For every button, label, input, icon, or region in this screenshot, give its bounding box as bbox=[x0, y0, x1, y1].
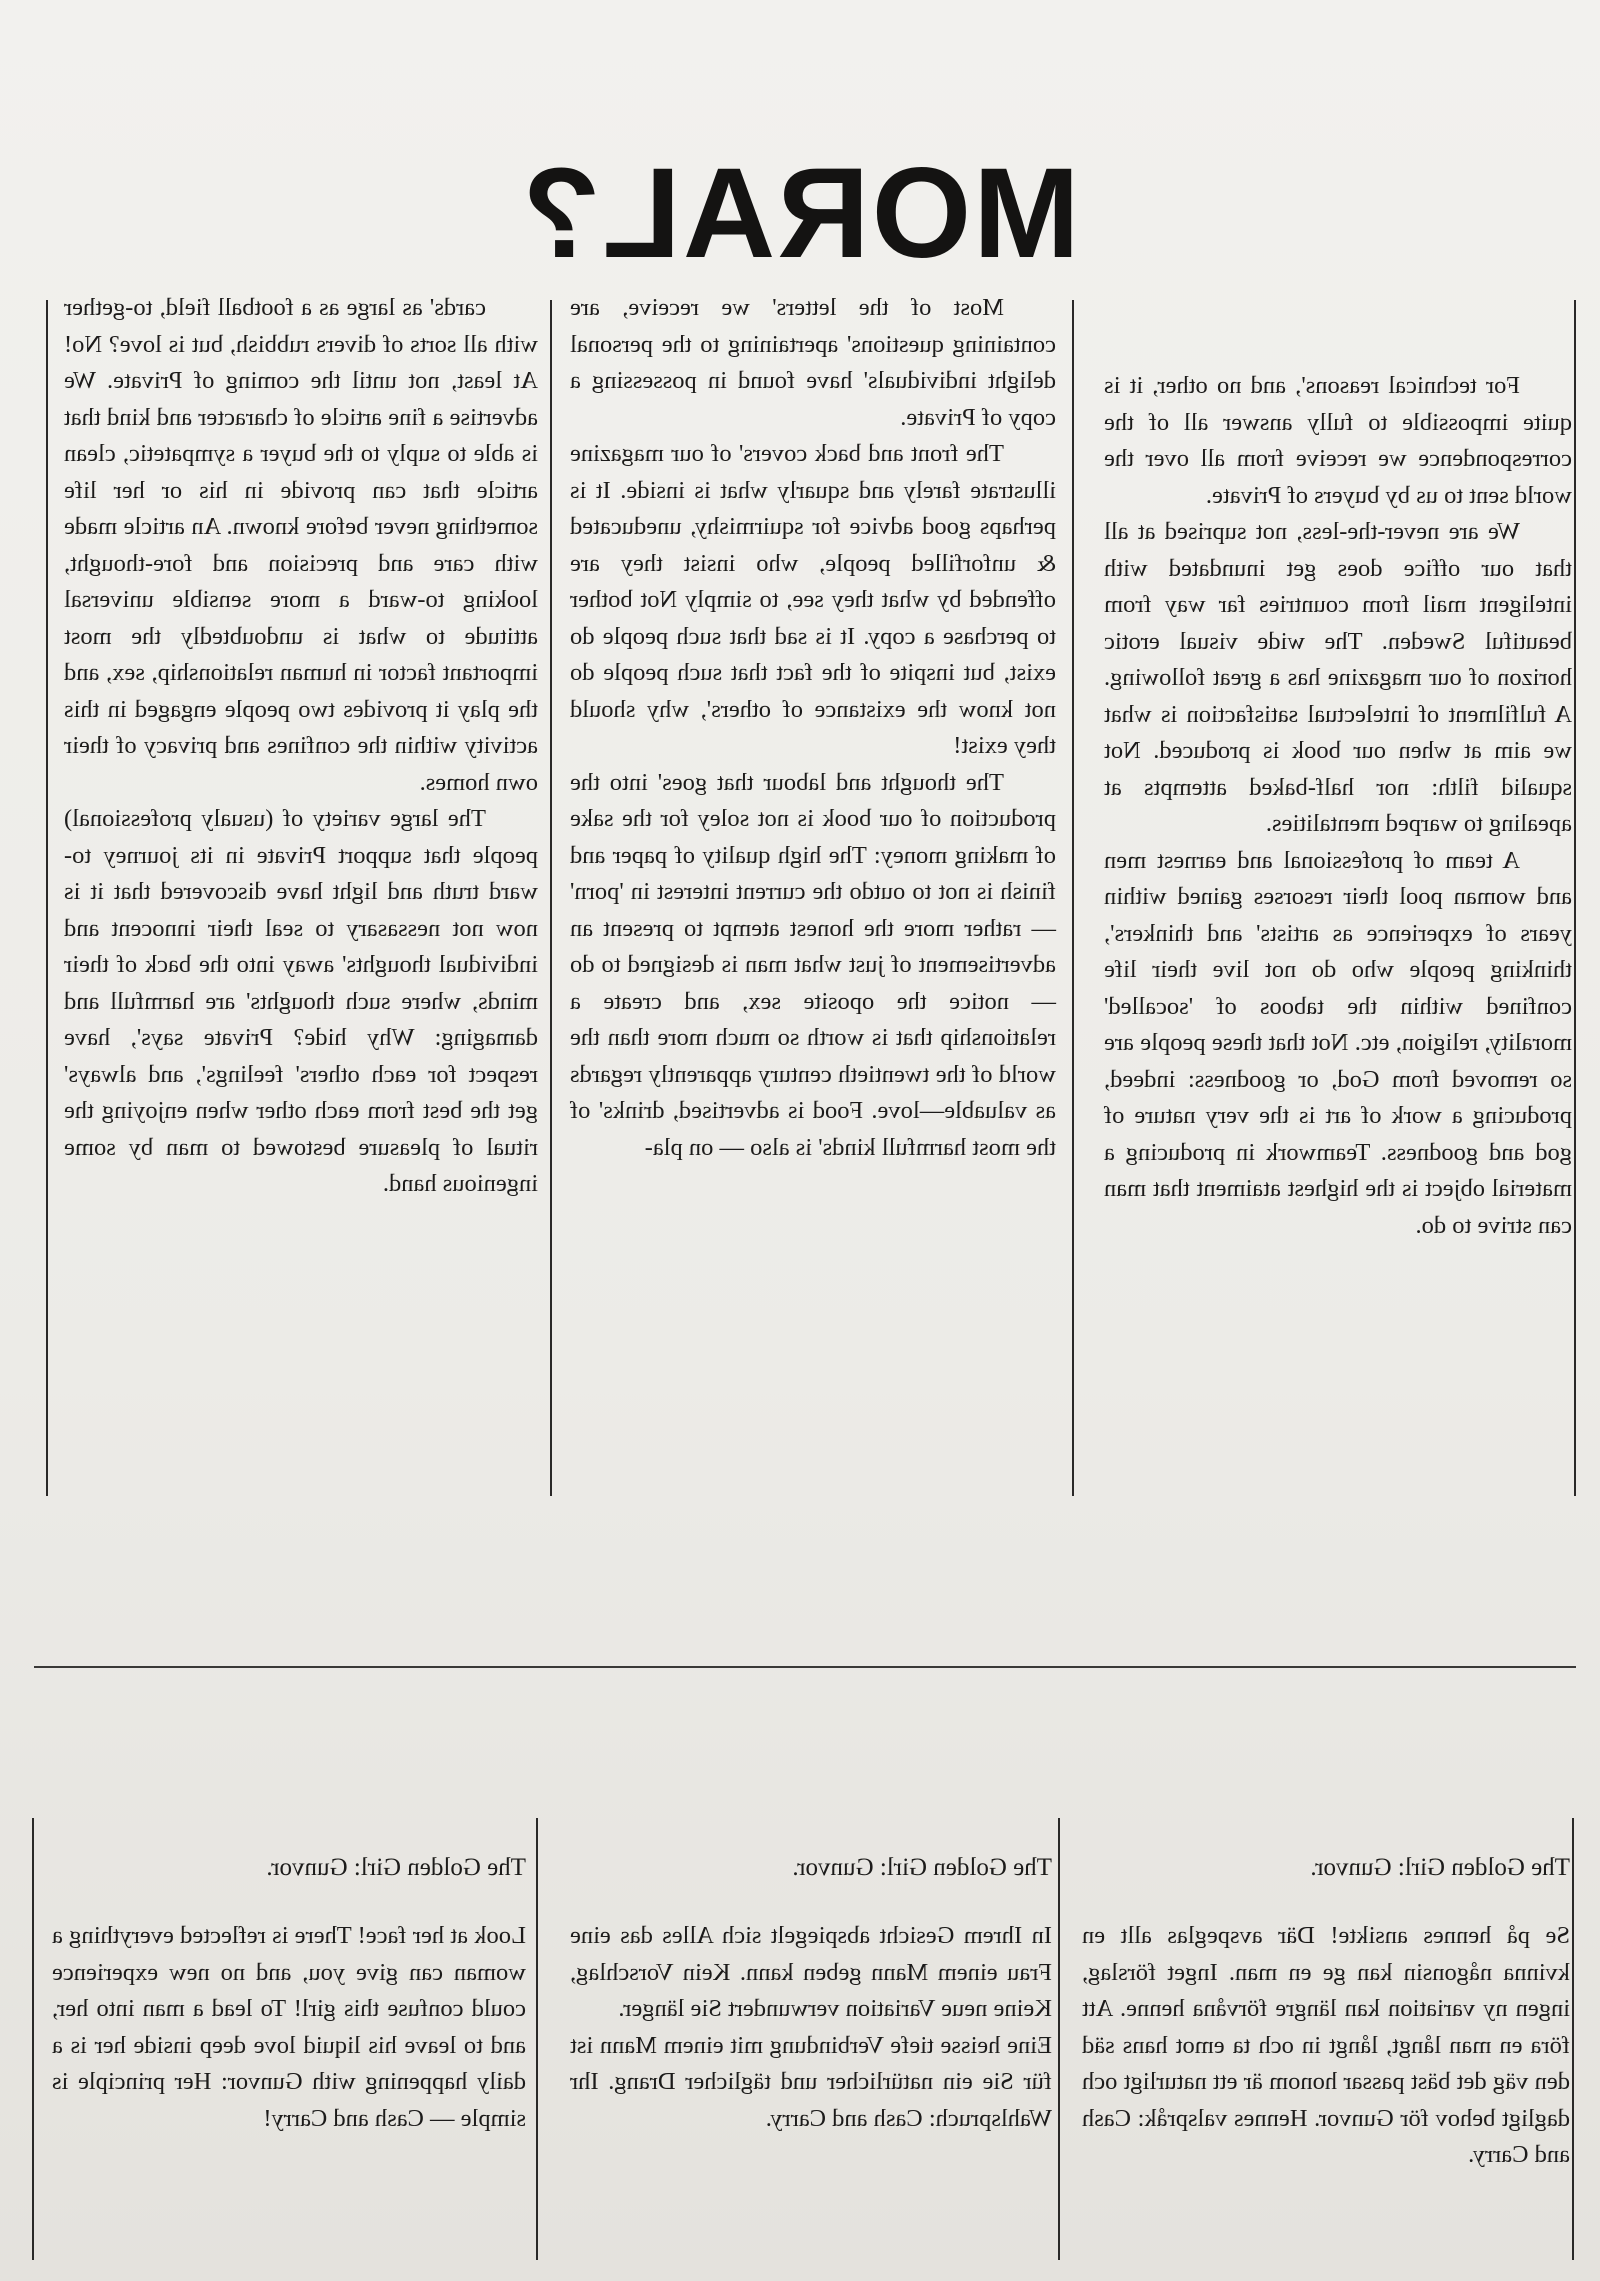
article-paragraph: The front and back covers' of our magazine illustrate farely and squarly what is inside. It is perhaps good advice for squirmishy, uneducated & unforfilled people, who insist they are offended by what they see, to simply Not bother to perchase a copy. It is sad that such people do exist, but inspite of the fact that such people do not know the existance of others', why should they exist! bbox=[570, 440, 1056, 759]
article-column-3 bbox=[64, 290, 538, 1203]
column-rule bbox=[46, 300, 48, 1496]
caption-text: Eine heisse tiefe Verbindung mit einem Mann ist für Sie ein natürlicher und täglicher Drang. Ihr Wahlspruch: Cash and Carry. bbox=[570, 2031, 1052, 2132]
column-rule bbox=[1058, 1818, 1060, 2260]
article-paragraph: cards' as large as a football field, to-gether with all sorts of divers rubbish, but is love? No! At least, not until the coming of Private. We advertise a fine article of character and kind that is able to suply to the buyer a sympatetic, clean article that can provide in his or her life something never before known. An article made with care and precision and fore-thought, looking to-ward a more sensible universal attitude to what is undoubtedly the most important factor in human relationship, sex, and the play it provides two people engaged in this activity within the confines and privacy of their own homes. bbox=[64, 294, 538, 796]
caption-english bbox=[52, 1850, 526, 2137]
caption-text: Se på hennes ansikte! Där avspeglas allt en kvinna någonsin kan ge en man. Inget förslag, ingen ny variation kan längre förvåna henne. Att föra en man långt, långt in och ta emot hans säd den väg det bäst passar honom är ett naturligt och dagligt behov för Gunvor. Hennes valspråk: Cash and Carry. bbox=[1082, 1922, 1570, 2168]
article-paragraph: We are never-the-less, not suprised at all that our office does get inundated with inteligent mail from countries far way from beautiful Sweden. The wide visual erotic horizon of our magazine has a great following. A fulfilment of intelectual satisfaction is what we aim at when our book is produced. Not squalid filth: nor half-baked attempts at apealing to warped mentalities. bbox=[1104, 518, 1572, 837]
column-rule bbox=[32, 1818, 34, 2260]
caption-heading: The Golden Girl: Gunvor. bbox=[792, 1854, 1052, 1881]
article-paragraph: The large variety of (usualy professional) people that support Private in its journey to-ward truth and light have discovered that it is now not nessasary to seal their innocent and individual thoughts' away into the back of their minds, where such thoughts' are harmfull and damaging: Why hide? Private says', have respect for each others' feelings', and always' get the best from each other when enjoying the ritual of pleasure bestowed to man by some ingenious hand. bbox=[64, 805, 538, 1197]
column-rule bbox=[550, 300, 552, 1496]
caption-heading: The Golden Girl: Gunvor. bbox=[266, 1854, 526, 1881]
section-divider bbox=[34, 1666, 1576, 1668]
article-paragraph: The thought and labour that goes' into the production of our book is not soley for the sake of making money: The high quality of paper and finish is not to outdo the current interest in 'porn' — rather more the honest atempt to present an advertisement of just what man is designed to do — notice the oposite sex, and create a relationship that is worth so much more than the world of the twentieth century apparently regards as valuable—love. Food is advertised, drinks' of the most harmfull kinds' is also — on pla- bbox=[570, 768, 1056, 1161]
caption-text: In Ihrem Gesicht abspiegelt sich Alles das eine Frau einem Mann geben kann. Kein Vorschlag, Keine neue Variation verwundert Sie länger. bbox=[570, 1922, 1052, 2022]
article-paragraph: A team of professional and earnest men and woman pool their resorses gained within years of experience as artists' and thinkers', thinking people who do not live their life confined within the taboos of 'socalled' morality, religion, etc. Not that these people are so removed from God, or goodness: indeed, producing a work of art is the very nature of god and goodness. Teamwork in producing a material object is the highest ataiment that man can strive to do. bbox=[1104, 846, 1572, 1239]
caption-heading: The Golden Girl: Gunvor. bbox=[1310, 1854, 1570, 1881]
article-paragraph: Most of the letters' we receive, are containing questions' apertaining to the personal delight individuals' have found in possessing a copy of Private. bbox=[570, 294, 1056, 431]
caption-swedish bbox=[1082, 1850, 1570, 2174]
caption-text: Look at her face! There is reflected everything a woman can give you, and no new experience could confuse this girl! To lead a man into her, and to leave his liquid love deep inside her is a daily happening with Gunvor: Her principle is simple — Cash and Carry! bbox=[52, 1922, 526, 2132]
caption-german bbox=[570, 1850, 1052, 2137]
page-title: MORAL? bbox=[520, 142, 1080, 285]
column-rule bbox=[536, 1818, 538, 2260]
article-paragraph: For technical reasons', and no other, it is quite impossible to fully answer all of the correspondence we receive from all over the world sent to us by buyers of Private. bbox=[1104, 372, 1572, 509]
article-column-1 bbox=[1104, 368, 1572, 1244]
article-column-2 bbox=[570, 290, 1056, 1166]
column-rule bbox=[1572, 1818, 1574, 2260]
column-rule bbox=[1574, 300, 1576, 1496]
column-rule bbox=[1072, 300, 1074, 1496]
